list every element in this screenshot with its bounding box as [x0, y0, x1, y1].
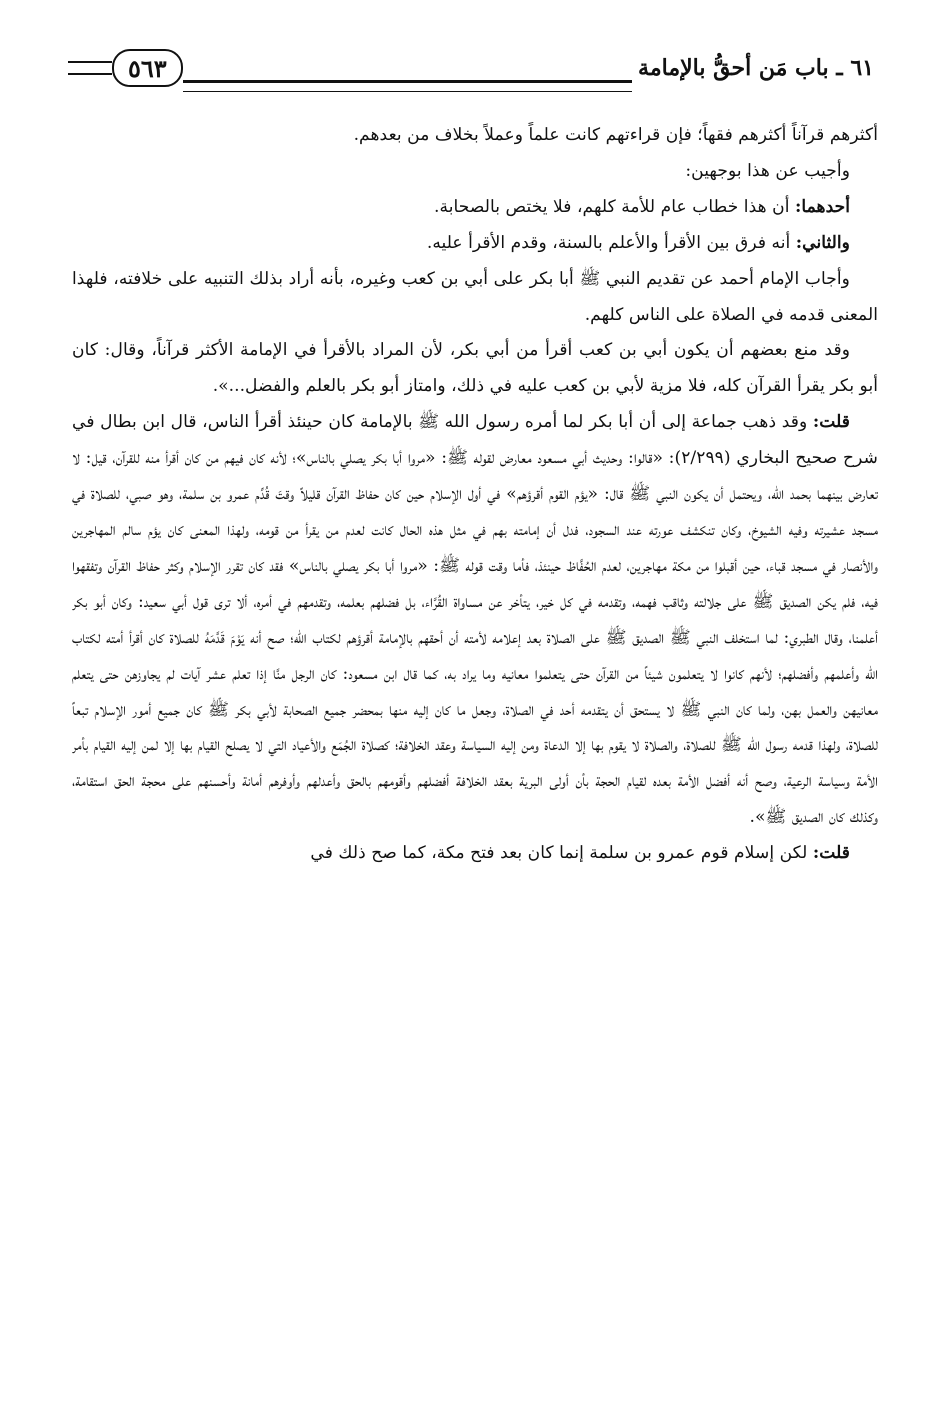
page-number: ٥٦٣	[112, 49, 183, 87]
paragraph	[72, 154, 878, 190]
paragraph-text: وأجاب الإمام أحمد عن تقديم النبي ﷺ أبا بكر على أبي بن كعب وغيره، بأنه أراد بذلك التنبيه على خلافته، فلهذا المعنى قدمه في الصلاة على الناس كلهم.	[72, 268, 878, 325]
paragraph-lead: قلت:	[812, 412, 850, 433]
chapter-title: ٦١ ـ باب مَن أحقُّ بالإمامة	[638, 55, 874, 81]
paragraph-text: أنه فرق بين الأقرأ والأعلم بالسنة، وقدم الأقرأ عليه.	[426, 232, 796, 253]
paragraph	[72, 190, 878, 226]
paragraph-text: لكن إسلام قوم عمرو بن سلمة إنما كان بعد فتح مكة، كما صح ذلك في	[310, 843, 813, 864]
paragraph	[72, 226, 878, 262]
header-rule	[183, 80, 632, 92]
paragraph	[72, 405, 878, 836]
paragraph-text: وأجيب عن هذا بوجهين:	[685, 160, 850, 181]
paragraph	[72, 836, 878, 872]
paragraph	[72, 118, 878, 154]
paragraph-text: أن هذا خطاب عام للأمة كلهم، فلا يختص بالصحابة.	[434, 196, 795, 217]
paragraph	[72, 333, 878, 405]
paragraph-lead: أحدهما:	[794, 196, 850, 217]
paragraph-text: أكثرهم قرآناً أكثرهم فقهاً؛ فإن قراءتهم كانت علماً وعملاً بخلاف من بعدهم.	[353, 125, 878, 145]
page-number-ornament	[68, 48, 183, 88]
paragraph-lead: والثاني:	[795, 232, 850, 253]
page-header	[68, 42, 874, 94]
page-body	[72, 118, 878, 1344]
ornament-lines	[68, 61, 112, 75]
paragraph-lead: قلت:	[812, 843, 850, 864]
paragraph-text: وقد ذهب جماعة إلى أن أبا بكر لما أمره رسول الله ﷺ بالإمامة كان حينئذ أقرأ الناس، قال ابن بطال في شرح صحيح البخاري (٢/٢٩٩): «قالوا: وحديث أبي مسعود معارض لقوله ﷺ: «مروا أبا بكر يصلي بالناس»؛ لأنه كان فيهم من كان أقرأ منه للقرآن، قيل: لا تعارض بينهما بحمد الله، ويحتمل أن يكون النبي ﷺ قال: «يؤم القوم أقرؤهم» في أول الإسلام حين كان حفاظ القرآن قليلاً وقتَ قُدِّم عمرو بن سلمة، وهو صبي، للصلاة في مسجد عشيرته وفيه الشيوخ، وكان تنكشف عورته عند السجود، فدل أن إمامته بهم في مثل هذه الحال كانت لعدم من يقرأ من قومه، ولهذا المعنى كان يؤم سالم المهاجرين والأنصار في مسجد قباء، حين أقبلوا من مكة مهاجرين، لعدم الحُفَّاظ حينئذ، فأما وقت قوله ﷺ: «مروا أبا بكر يصلي بالناس» فقد كان تقرر الإسلام وكثر حفاظ القرآن وتفقهوا فيه، فلم يكن الصديق ﷺ على جلالته وثاقب فهمه، وتقدمه في كل خير، يتأخر عن مساواة القُرَّاء، بل فضلهم بعلمه، وتقدمهم في أمره، ألا ترى قول أبي سعيد: وكان أبو بكر أعلمنا، وقال الطبري: لما استخلف النبي ﷺ الصديق ﷺ على الصلاة بعد إعلامه لأمته أن أحقهم بالإمامة أقرؤهم لكتاب الله؛ صح أنه يَوْمَ قَدَّمَهُ للصلاة كان أقرأ أمته لكتاب الله وأعلمهم وأفضلهم؛ لأنهم كانوا لا يتعلمون شيئاً من القرآن حتى يتعلموا معانيه وما يراد به، كما قال ابن مسعود: كان الرجل منَّا إذا تعلم عشر آيات لم يجاوزهن حتى يتعلم معانيهن والعمل بهن، ولما كان النبي ﷺ لا يستحق أن يتقدمه أحد في الصلاة، وجعل ما كان إليه منها بمحضر جميع الصحابة لأبي بكر ﷺ كان جميع أمور الإسلام تبعاً للصلاة، ولهذا قدمه رسول الله ﷺ للصلاة، والصلاة لا يقوم بها إلا الدعاة ومن إليه السياسة وعقد الخلافة؛ كصلاة الجُمَع والأعياد التي لا يصلح القيام بها إلا لمن إليه القيام بأمر الأمة وسياسة الرعية، وصح أنه أفضل الأمة بعده لقيام الحجة بأن أولى البرية بعقد الخلافة أفضلهم وأقومهم بالحق وأعدلهم وأوفرهم أمانة وأحسنهم على محجة الحق استقامة، وكذلك كان الصديق ﷺ».	[72, 412, 878, 828]
paragraph-text: وقد منع بعضهم أن يكون أبي بن كعب أقرأ من أبي بكر، لأن المراد بالأقرأ في الإمامة الأكثر قرآناً، وقال: كان أبو بكر يقرأ القرآن كله، فلا مزية لأبي بن كعب عليه في ذلك، وامتاز أبو بكر بالعلم والفضل...».	[72, 340, 878, 397]
paragraph	[72, 262, 878, 334]
